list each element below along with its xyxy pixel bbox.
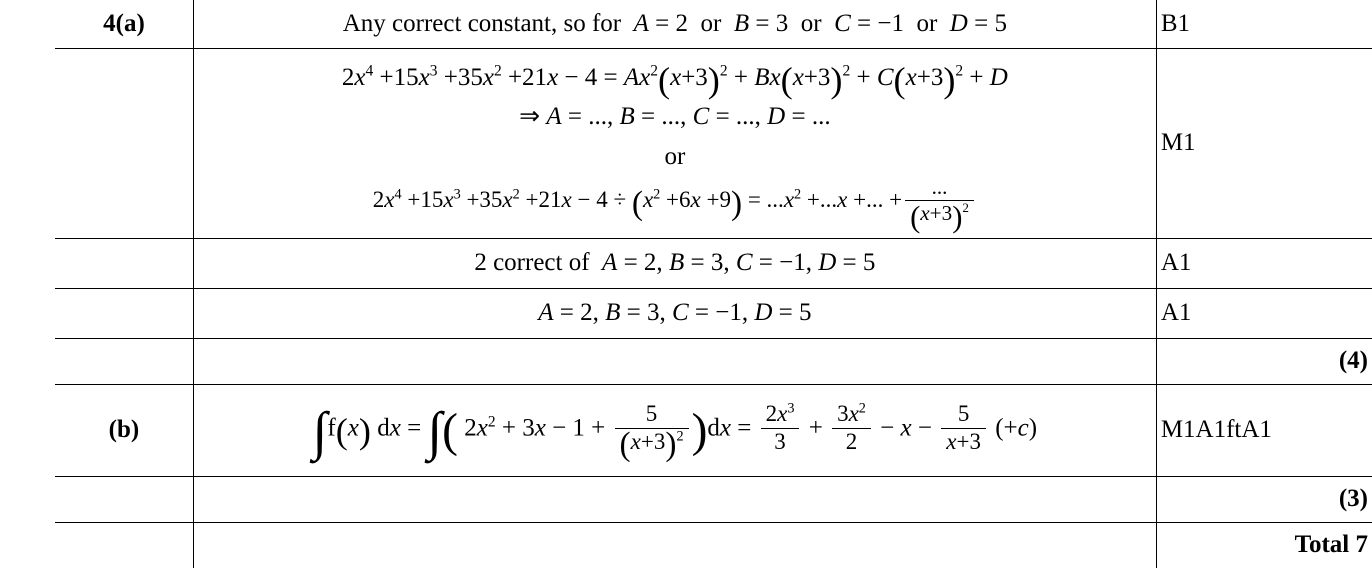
subtotal-label-4: (4) <box>1338 347 1368 374</box>
mark-cell-subtotal-a <box>1156 338 1372 384</box>
question-part-label-b: (b) <box>108 416 140 443</box>
answer-text-a1-second: A = 2, B = 3, C = −1, D = 5 <box>538 299 812 327</box>
table-row <box>55 238 1372 288</box>
mark-cell-a1-second <box>1156 288 1372 338</box>
mark-cell-m1 <box>1156 48 1372 238</box>
mark-cell-subtotal-b <box>1156 476 1372 522</box>
markscheme-table <box>55 0 1372 568</box>
total-label: Total 7 <box>1294 531 1368 559</box>
answer-text-b: ∫f(x) dx = ∫( $2x^2 + 3x - 1$ + $\frac{5}{(x+3)^2}$ )dx = $\frac{2x^3}{3}$ + $\frac{3x^2}{2}$ − x − $\frac{5}{x+3}$ (+c) <box>312 400 1038 464</box>
question-number-label: 4(a) <box>103 9 145 37</box>
answer-cell-b <box>193 384 1156 476</box>
question-number-cell <box>55 0 193 48</box>
answer-cell-subtotal-b <box>193 476 1156 522</box>
answer-cell-subtotal-a <box>193 338 1156 384</box>
question-number-cell-empty <box>55 476 193 522</box>
question-number-cell-empty <box>55 522 193 568</box>
mark-label-b1: B1 <box>1160 9 1191 37</box>
mark-label-m1: M1 <box>1160 129 1196 156</box>
mark-label-a1-second: A1 <box>1160 299 1192 326</box>
table-row <box>55 384 1372 476</box>
mark-label-a1-first: A1 <box>1160 249 1192 276</box>
working-line-3: $2x^4 +15x^3 +35x^2 +21x - 4 \div (x^2 +6x +9) = ...x^2 +...x$ +... + $\frac{...}{(x+3)^2}$ <box>198 177 1152 227</box>
working-stack <box>198 59 1152 234</box>
answer-text-b1: Any correct constant, so for A = 2 or B = 3 or C = −1 or D = 5 <box>342 10 1007 37</box>
table-row <box>55 338 1372 384</box>
answer-cell-a1-second <box>193 288 1156 338</box>
question-number-cell-empty <box>55 288 193 338</box>
working-line-2: ⇒ A = ..., B = ..., C = ..., D = ... <box>519 103 831 131</box>
question-number-cell-empty <box>55 238 193 288</box>
working-line-1: $2x^4 +15x^3 +35x^2 +21x - 4 = Ax^2(x+3)^2 + Bx(x+3)^2 + C(x+3)^2 + D$ <box>341 60 1008 101</box>
answer-cell-b1 <box>193 0 1156 48</box>
mark-cell-b1 <box>1156 0 1372 48</box>
mark-cell-a1-first <box>1156 238 1372 288</box>
table-row <box>55 522 1372 568</box>
mark-cell-total <box>1156 522 1372 568</box>
subtotal-label-3: (3) <box>1338 485 1368 512</box>
answer-cell-m1 <box>193 48 1156 238</box>
working-line-or: or <box>664 142 686 170</box>
two-correct-label: 2 correct of <box>474 249 590 277</box>
table-row <box>55 0 1372 48</box>
table-row <box>55 48 1372 238</box>
answer-cell-total <box>193 522 1156 568</box>
question-number-cell-empty <box>55 338 193 384</box>
question-number-cell-empty <box>55 48 193 238</box>
mark-cell-b <box>1156 384 1372 476</box>
answer-text-a1-first: 2 correct of A = 2, B = 3, C = −1, D = 5 <box>474 249 876 277</box>
table-row <box>55 288 1372 338</box>
answer-statement: Any correct constant, so for <box>342 10 622 37</box>
question-number-cell-b <box>55 384 193 476</box>
mark-label-b: M1A1ftA1 <box>1160 416 1272 443</box>
answer-cell-a1-first <box>193 238 1156 288</box>
table-row <box>55 476 1372 522</box>
